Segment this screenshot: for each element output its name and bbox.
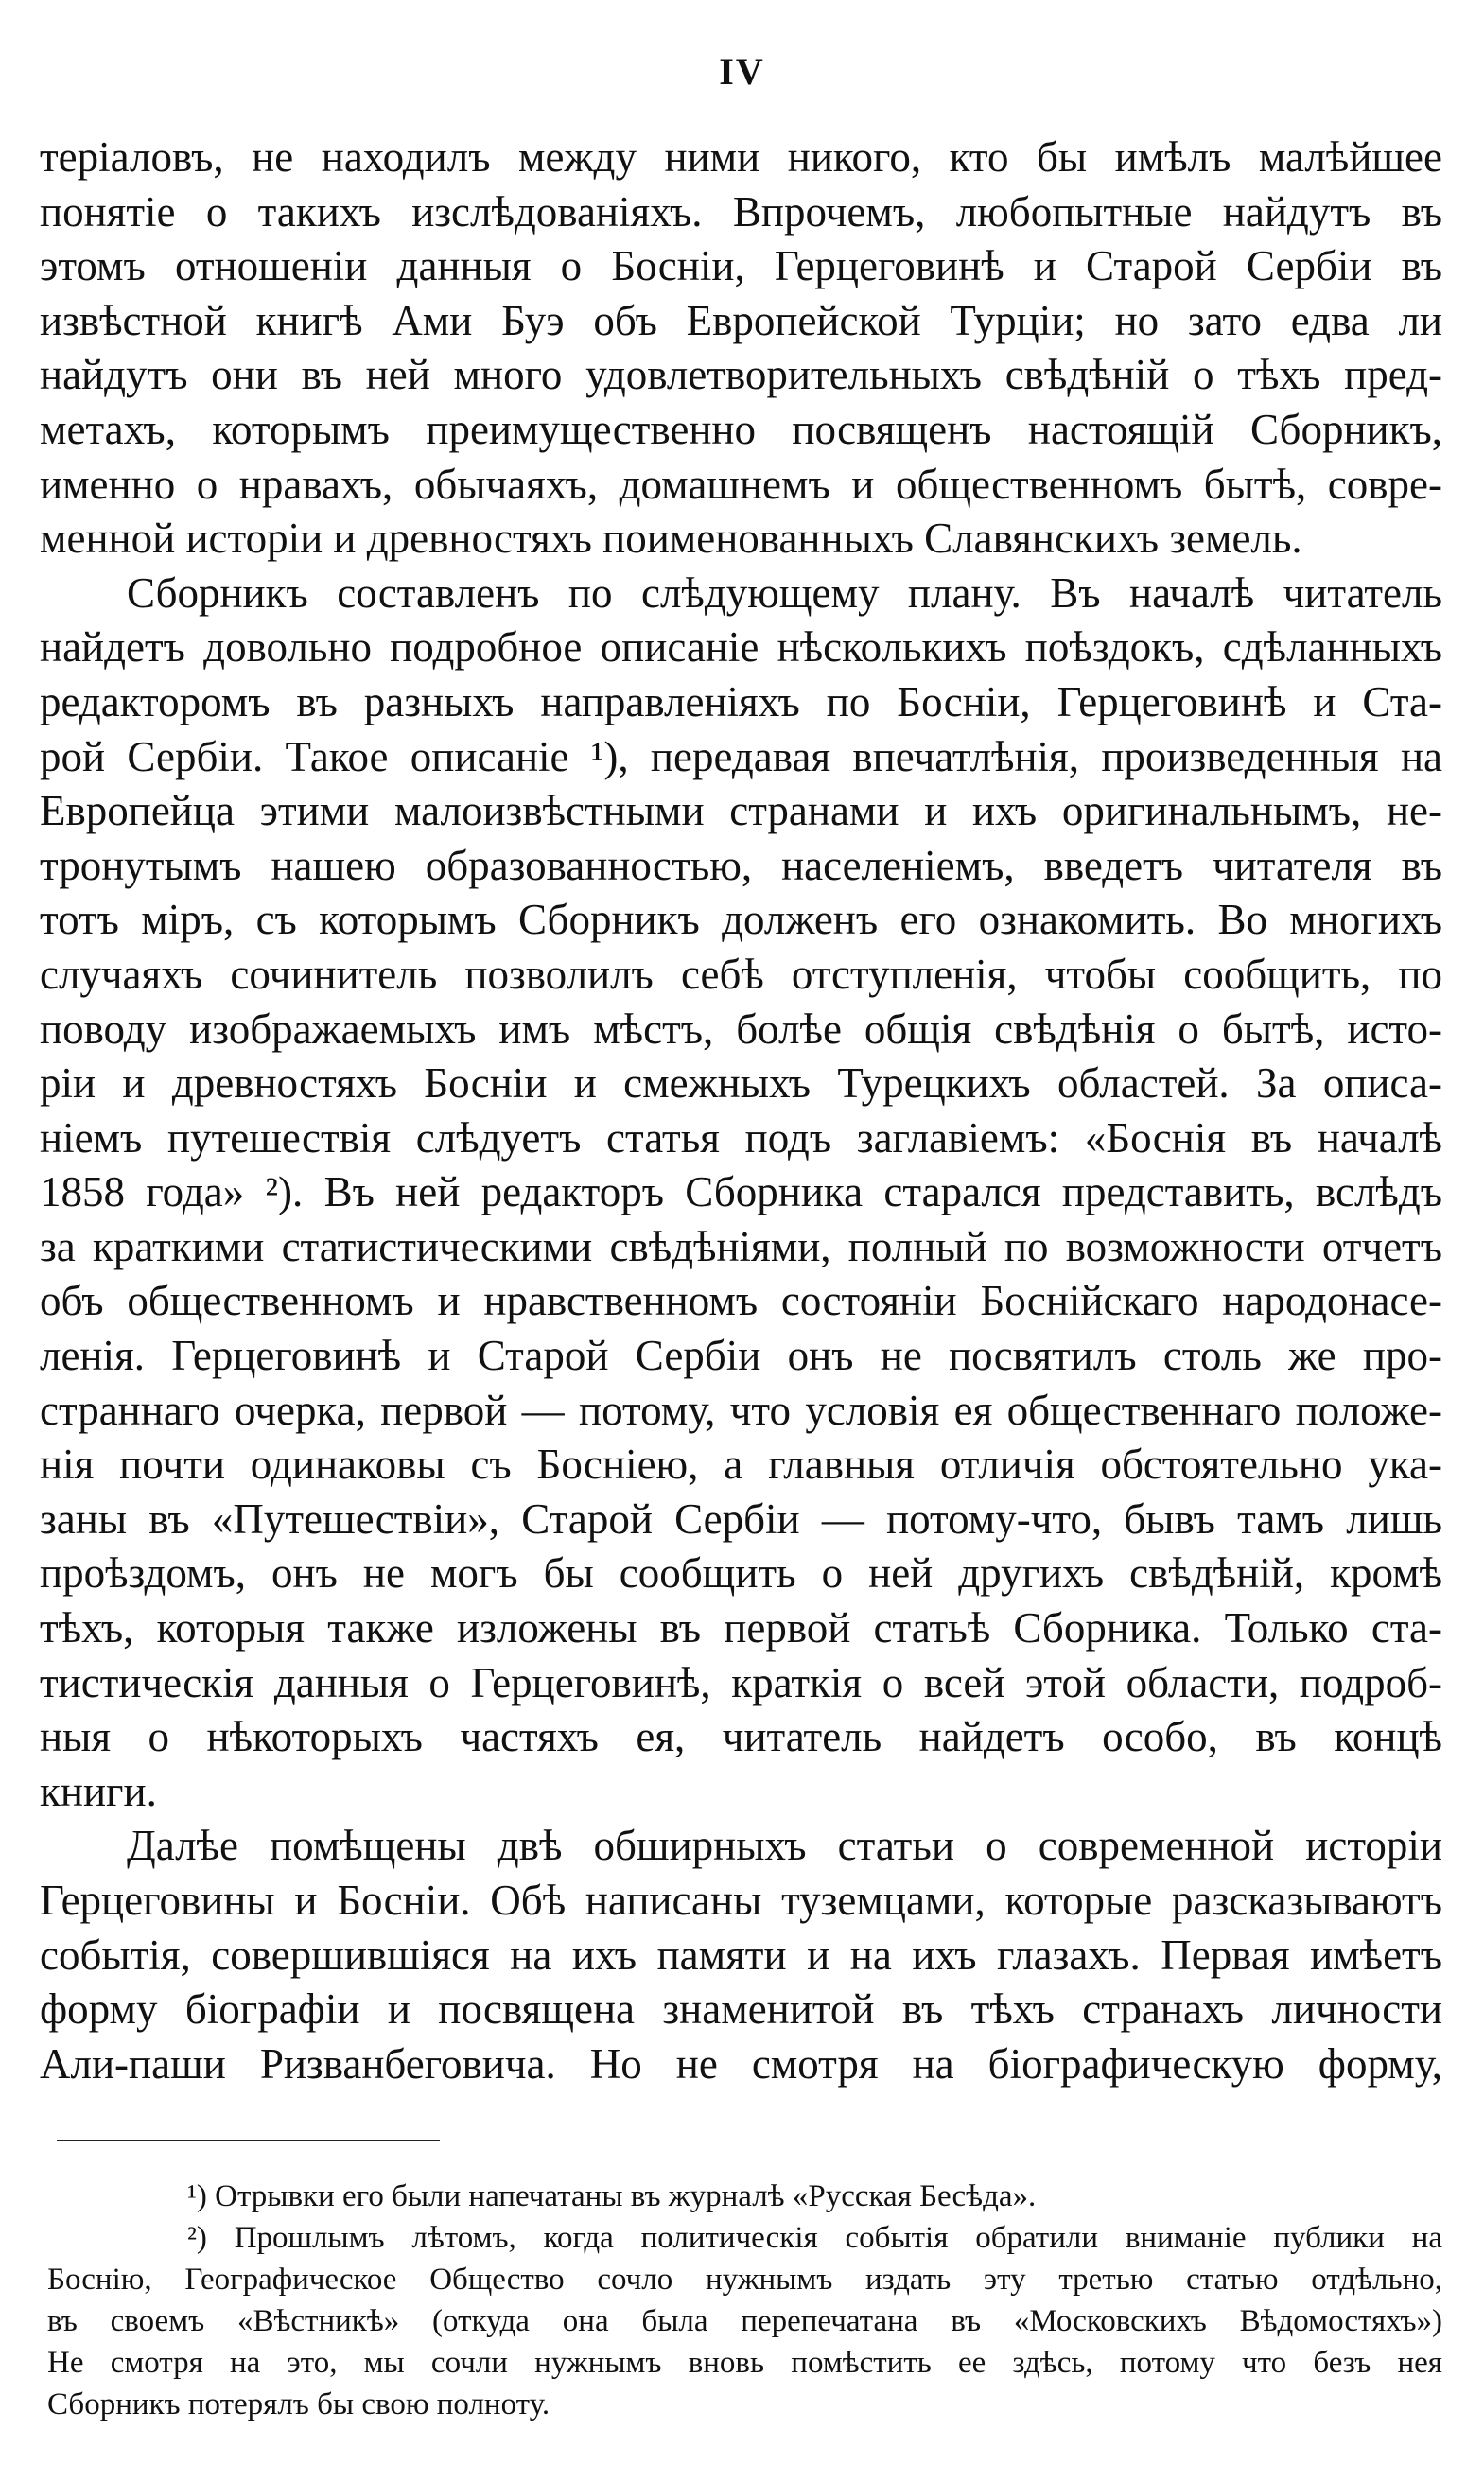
footnote-line: ¹) Отрывки его были напечатаны въ журналѣ «Русская Бесѣда».	[187, 2179, 1037, 2213]
text-line: ніемъ путешествія слѣдуетъ статья подъ заглавіемъ: «Боснія въ началѣ	[40, 1113, 1442, 1162]
text-line: поводу изображаемыхъ имъ мѣстъ, болѣе общія свѣдѣнія о бытѣ, исто-	[40, 1005, 1442, 1053]
text-line: тистическія данныя о Герцеговинѣ, краткія о всей этой области, подроб-	[40, 1658, 1442, 1706]
text-line: проѣздомъ, онъ не могъ бы сообщить о ней другихъ свѣдѣній, кромѣ	[40, 1549, 1442, 1598]
paragraph	[40, 1819, 1442, 2091]
paragraph	[40, 567, 1442, 1820]
text-line: 1858 года» ²). Въ ней редакторъ Сборника старался представить, вслѣдъ	[40, 1168, 1442, 1216]
text-line: нія почти одинаковы съ Босніею, а главныя отличія обстоятельно ука-	[40, 1441, 1442, 1489]
text-line: Сборникъ составленъ по слѣдующему плану. Въ началѣ читатель	[127, 568, 1442, 617]
text-line: Герцеговины и Босніи. Обѣ написаны туземцами, которые разсказываютъ	[40, 1877, 1442, 1924]
text-line: случаяхъ сочинитель позволилъ себѣ отступленія, чтобы сообщить, по	[40, 950, 1442, 998]
text-line: ріи и древностяхъ Босніи и смежныхъ Турецкихъ областей. За описа-	[40, 1059, 1442, 1108]
text-line: событія, совершившіяся на ихъ памяти и на ихъ глазахъ. Первая имѣетъ	[40, 1931, 1442, 1979]
footnote-line: Сборникъ потерялъ бы свою полноту.	[47, 2387, 550, 2421]
text-line: тѣхъ, которыя также изложены въ первой статьѣ Сборника. Только ста-	[40, 1604, 1442, 1652]
text-line: заны въ «Путешествіи», Старой Сербіи — потому-что, бывъ тамъ лишь	[40, 1494, 1442, 1543]
text-line: ныя о нѣкоторыхъ частяхъ ея, читатель найдетъ особо, въ концѣ	[40, 1713, 1442, 1761]
text-line: найдетъ довольно подробное описаніе нѣсколькихъ поѣздокъ, сдѣланныхъ	[40, 623, 1442, 672]
text-line: тронутымъ нашею образованностью, населеніемъ, введетъ читателя въ	[40, 841, 1442, 889]
footnote-line: ²) Прошлымъ лѣтомъ, когда политическія событія обратили вниманіе публики на	[187, 2221, 1442, 2255]
text-line: метахъ, которымъ преимущественно посвященъ настоящій Сборникъ,	[40, 405, 1442, 453]
text-line: книги.	[40, 1767, 157, 1815]
text-line: Али-паши Ризванбеговича. Но не смотря на біографическую форму,	[40, 2039, 1442, 2088]
body-text	[40, 131, 1442, 2091]
text-line: редакторомъ въ разныхъ направленіяхъ по Босніи, Герцеговинѣ и Ста-	[40, 677, 1442, 725]
text-line: за краткими статистическими свѣдѣніями, полный по возможности отчетъ	[40, 1222, 1442, 1270]
text-line: объ общественномъ и нравственномъ состояніи Боснійскаго народонасе-	[40, 1277, 1442, 1325]
paragraph	[40, 131, 1442, 567]
text-line: форму біографіи и посвящена знаменитой въ тѣхъ странахъ личности	[40, 1985, 1442, 2034]
text-line: рой Сербіи. Такое описаніе ¹), передавая впечатлѣнія, произведенныя на	[40, 732, 1442, 780]
footnote-line: Боснію, Географическое Общество сочло нужнымъ издать эту третью статью отдѣльно,	[47, 2263, 1442, 2297]
text-line: тотъ міръ, съ которымъ Сборникъ долженъ его ознакомить. Во многихъ	[40, 896, 1442, 944]
text-line: менной исторіи и древностяхъ поименованныхъ Славянскихъ земель.	[40, 515, 1302, 563]
text-line: ленія. Герцеговинѣ и Старой Сербіи онъ не посвятилъ столь же про-	[40, 1332, 1442, 1380]
text-line: страннаго очерка, первой — потому, что условія ея общественнаго положе-	[40, 1386, 1442, 1434]
text-line: теріаловъ, не находилъ между ними никого, кто бы имѣлъ малѣйшее	[40, 133, 1442, 181]
footnotes	[47, 2176, 1442, 2425]
footnote-line: Не смотря на это, мы сочли нужнымъ вновь помѣстить ее здѣсь, потому что безъ нея	[47, 2346, 1442, 2380]
footnote-line: въ своемъ «Вѣстникѣ» (откуда она была перепечатана въ «Московскихъ Вѣдомостяхъ»)	[47, 2304, 1442, 2338]
footnote-divider	[57, 2140, 440, 2141]
footnote	[47, 2217, 1442, 2425]
text-line: именно о нравахъ, обычаяхъ, домашнемъ и общественномъ бытѣ, совре-	[40, 460, 1442, 508]
text-line: понятіе о такихъ изслѣдованіяхъ. Впрочемъ, любопытные найдутъ въ	[40, 187, 1442, 236]
text-line: извѣстной книгѣ Ами Буэ объ Европейской Турціи; но зато едва ли	[40, 296, 1442, 344]
text-line: этомъ отношеніи данныя о Босніи, Герцеговинѣ и Старой Сербіи въ	[40, 242, 1442, 290]
page-number: IV	[719, 50, 765, 93]
footnote	[47, 2176, 1442, 2217]
text-line: Далѣе помѣщены двѣ обширныхъ статьи о современной исторіи	[127, 1822, 1442, 1870]
text-line: найдутъ они въ ней много удовлетворительныхъ свѣдѣній о тѣхъ пред-	[40, 351, 1442, 399]
text-line: Европейца этими малоизвѣстными странами и ихъ оригинальнымъ, не-	[40, 787, 1442, 835]
